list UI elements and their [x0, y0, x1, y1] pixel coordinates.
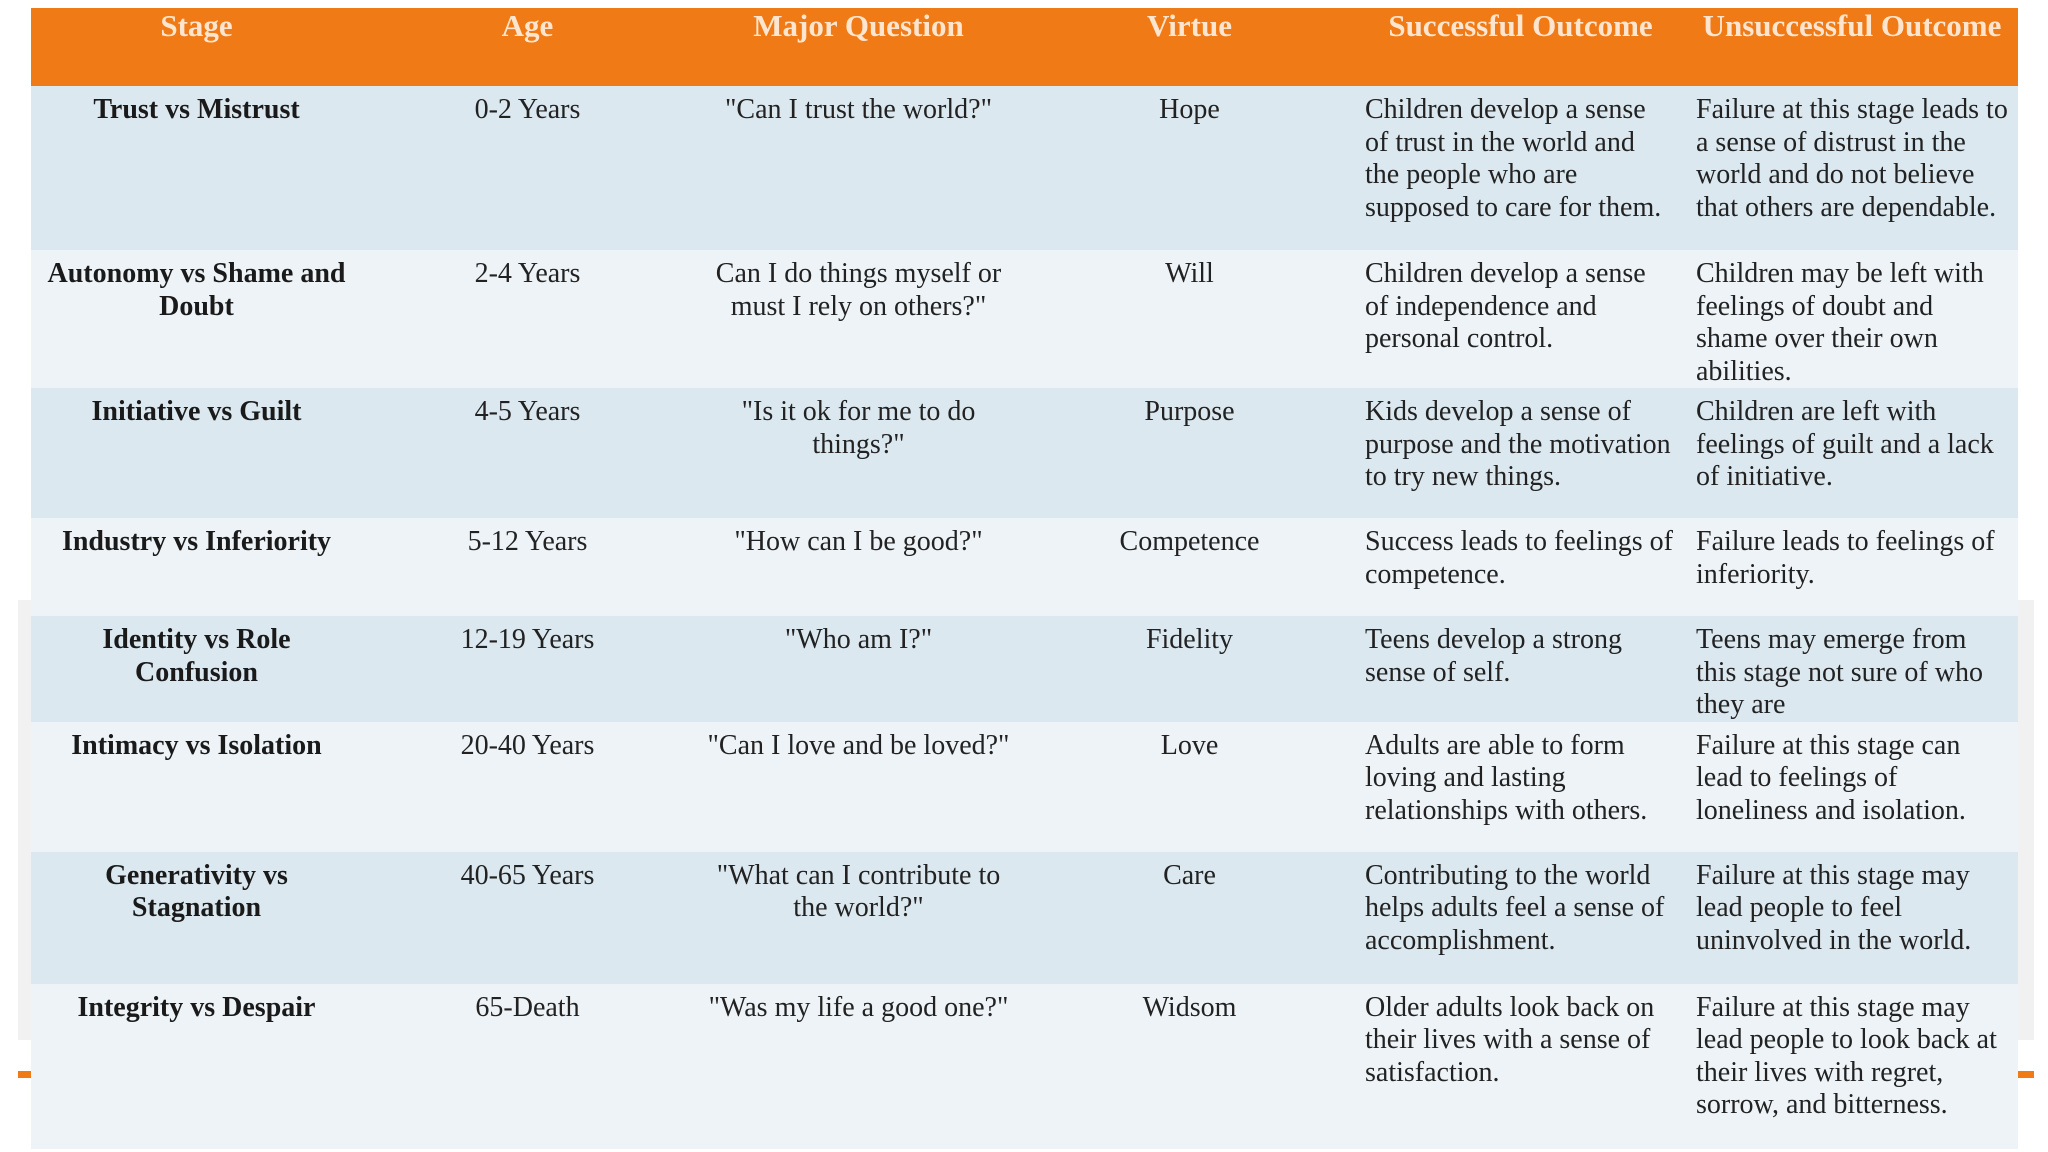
cell-question: "Who am I?": [693, 616, 1024, 722]
cell-question: Can I do things myself or must I rely on others?": [693, 250, 1024, 388]
cell-virtue: Competence: [1024, 518, 1355, 616]
cell-virtue: Love: [1024, 722, 1355, 852]
header-successful-outcome: Successful Outcome: [1355, 8, 1686, 86]
table-row: [31, 518, 2018, 616]
cell-age: 2-4 Years: [362, 250, 693, 388]
cell-virtue: Purpose: [1024, 388, 1355, 518]
cell-unsuccessful-outcome: Failure leads to feelings of inferiority.: [1686, 518, 2018, 616]
header-age: Age: [362, 8, 693, 86]
cell-successful-outcome: Children develop a sense of trust in the world and the people who are supposed to care for them.: [1355, 86, 1686, 250]
cell-successful-outcome: Older adults look back on their lives with a sense of satisfaction.: [1355, 984, 1686, 1149]
cell-question: "Was my life a good one?": [693, 984, 1024, 1149]
cell-question: "Can I love and be loved?": [693, 722, 1024, 852]
cell-unsuccessful-outcome: Failure at this stage leads to a sense of distrust in the world and do not believe that others are dependable.: [1686, 86, 2018, 250]
table-row: [31, 388, 2018, 518]
cell-successful-outcome: Kids develop a sense of purpose and the motivation to try new things.: [1355, 388, 1686, 518]
table-row: [31, 616, 2018, 722]
cell-age: 65-Death: [362, 984, 693, 1149]
table-row: [31, 852, 2018, 984]
cell-stage: Integrity vs Despair: [31, 984, 362, 1149]
cell-question: "What can I contribute to the world?": [693, 852, 1024, 984]
cell-unsuccessful-outcome: Failure at this stage can lead to feelings of loneliness and isolation.: [1686, 722, 2018, 852]
cell-virtue: Fidelity: [1024, 616, 1355, 722]
cell-successful-outcome: Children develop a sense of independence and personal control.: [1355, 250, 1686, 388]
cell-unsuccessful-outcome: Children are left with feelings of guilt and a lack of initiative.: [1686, 388, 2018, 518]
table-row: [31, 86, 2018, 250]
cell-virtue: Hope: [1024, 86, 1355, 250]
cell-successful-outcome: Success leads to feelings of competence.: [1355, 518, 1686, 616]
header-virtue: Virtue: [1024, 8, 1355, 86]
cell-unsuccessful-outcome: Failure at this stage may lead people to look back at their lives with regret, sorrow, and bitterness.: [1686, 984, 2018, 1149]
cell-virtue: Care: [1024, 852, 1355, 984]
cell-stage: Generativity vs Stagnation: [31, 852, 362, 984]
header-major-question: Major Question: [693, 8, 1024, 86]
cell-age: 4-5 Years: [362, 388, 693, 518]
cell-virtue: Will: [1024, 250, 1355, 388]
cell-unsuccessful-outcome: Failure at this stage may lead people to feel uninvolved in the world.: [1686, 852, 2018, 984]
cell-successful-outcome: Teens develop a strong sense of self.: [1355, 616, 1686, 722]
cell-age: 40-65 Years: [362, 852, 693, 984]
cell-stage: Intimacy vs Isolation: [31, 722, 362, 852]
cell-stage: Initiative vs Guilt: [31, 388, 362, 518]
table-row: [31, 984, 2018, 1149]
table-row: [31, 250, 2018, 388]
table-header-row: [31, 8, 2018, 86]
erikson-stages-table: [31, 8, 2018, 1149]
table-row: [31, 722, 2018, 852]
cell-age: 5-12 Years: [362, 518, 693, 616]
cell-virtue: Widsom: [1024, 984, 1355, 1149]
cell-successful-outcome: Adults are able to form loving and lasting relationships with others.: [1355, 722, 1686, 852]
cell-question: "How can I be good?": [693, 518, 1024, 616]
cell-unsuccessful-outcome: Teens may emerge from this stage not sure of who they are: [1686, 616, 2018, 722]
cell-stage: Industry vs Inferiority: [31, 518, 362, 616]
cell-stage: Identity vs Role Confusion: [31, 616, 362, 722]
cell-age: 0-2 Years: [362, 86, 693, 250]
cell-unsuccessful-outcome: Children may be left with feelings of doubt and shame over their own abilities.: [1686, 250, 2018, 388]
cell-stage: Trust vs Mistrust: [31, 86, 362, 250]
cell-age: 12-19 Years: [362, 616, 693, 722]
cell-stage: Autonomy vs Shame and Doubt: [31, 250, 362, 388]
header-unsuccessful-outcome: Unsuccessful Outcome: [1686, 8, 2018, 86]
cell-successful-outcome: Contributing to the world helps adults feel a sense of accomplishment.: [1355, 852, 1686, 984]
cell-question: "Is it ok for me to do things?": [693, 388, 1024, 518]
cell-question: "Can I trust the world?": [693, 86, 1024, 250]
header-stage: Stage: [31, 8, 362, 86]
cell-age: 20-40 Years: [362, 722, 693, 852]
